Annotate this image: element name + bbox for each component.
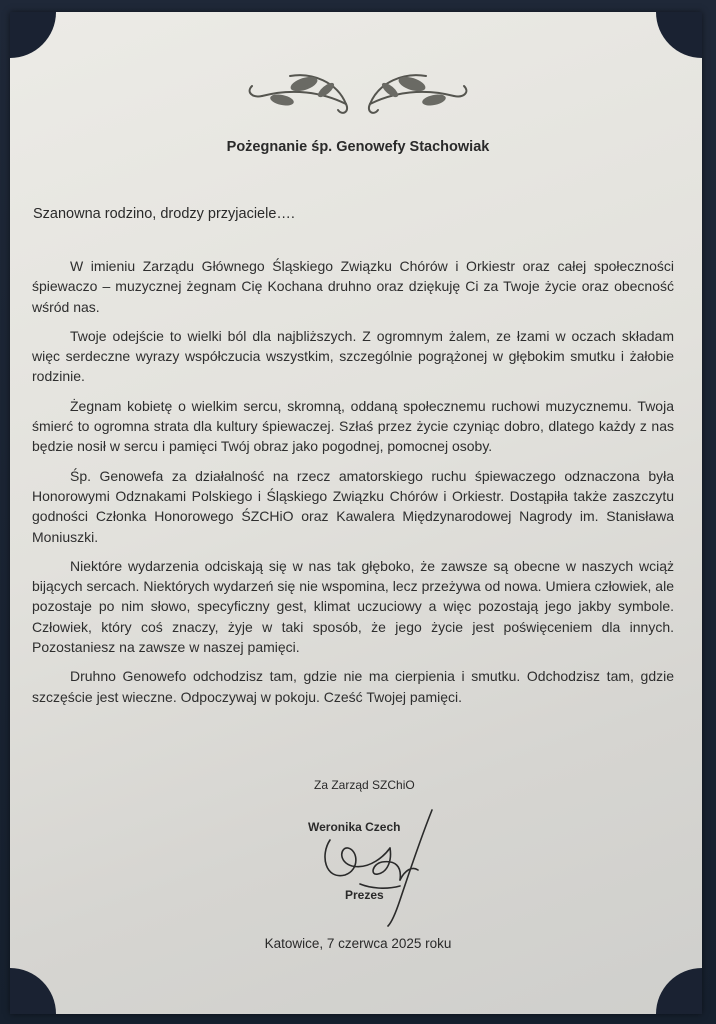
paragraph-5: Niektóre wydarzenia odciskają się w nas tak głęboko, że zawsze są obecne w naszych wciąż bijących sercach. Niektórych wydarzeń się nie wspomina, lecz przeżywa od nowa. Umiera człowiek, ale pozostaje po nim słowo, specyficzny gest, klimat uczuciowy a więc pozostają jego jakby symbole. Człowiek, który coś znaczy, żyje w taki sposób, że jego życie jest poświęceniem dla innych. Pozostaniesz na zawsze w naszej pamięci. xyxy=(32,557,674,656)
paragraph-2: Twoje odejście to wielki ból dla najbliższych. Z ogromnym żalem, ze łzami w oczach składam więc serdeczne wyrazy współczucia wszystkim, szczególnie pogrążonej w głębokim smutku i żałobie rodzinie. xyxy=(32,327,674,385)
corner-tab-bottom-left xyxy=(10,968,56,1014)
letter-title: Pożegnanie śp. Genowefy Stachowiak xyxy=(226,139,490,155)
signature-name: Weronika Czech xyxy=(308,820,401,834)
paragraph-6: Druhno Genowefo odchodzisz tam, gdzie nie ma cierpienia i smutku. Odchodzisz tam, gdzie szczęście jest wieczne. Odpoczywaj w pokoju. Cześć Twojej pamięci. xyxy=(32,668,674,705)
corner-tab-top-left xyxy=(10,12,56,58)
corner-tab-bottom-right xyxy=(656,968,702,1014)
paragraph-4: Śp. Genowefa za działalność na rzecz amatorskiego ruchu śpiewaczego odznaczona była Honorowymi Odznakami Polskiego i Śląskiego Związku Chórów i Orkiestr. Dostąpiła także zaszczytu godności Członka Honorowego ŚZCHiO oraz Kawalera Międzynarodowej Nagrody im. Stanisława Moniuszki. xyxy=(32,467,674,545)
letter-greeting: Szanowna rodzino, drodzy przyjaciele…. xyxy=(33,206,295,222)
place-and-date: Katowice, 7 czerwca 2025 roku xyxy=(264,936,452,951)
paragraph-3: Żegnam kobietę o wielkim sercu, skromną, oddaną społecznemu ruchowi muzycznemu. Twoja śmierć to ogromna strata dla kultury śpiewaczej. Szłaś przez życie czyniąc dobro, dlatego każdy z nas będzie nosił w sercu i pamięci Twój obraz jako pogodnej, pomocnej osoby. xyxy=(32,397,674,455)
paragraph-1: W imieniu Zarządu Głównego Śląskiego Związku Chórów i Orkiestr oraz całej społeczności śpiewaczo – muzycznej żegnam Cię Kochana druhno oraz dziękuję Ci za Twoje życie oraz obecność wśród nas. xyxy=(32,258,674,315)
leaf-ornament-icon xyxy=(242,62,474,118)
signature-role: Prezes xyxy=(345,888,384,902)
corner-tab-top-right xyxy=(656,12,702,58)
handwritten-signature xyxy=(300,800,450,930)
letter-body xyxy=(32,256,674,716)
signature-organization: Za Zarząd SZChiO xyxy=(314,778,415,792)
